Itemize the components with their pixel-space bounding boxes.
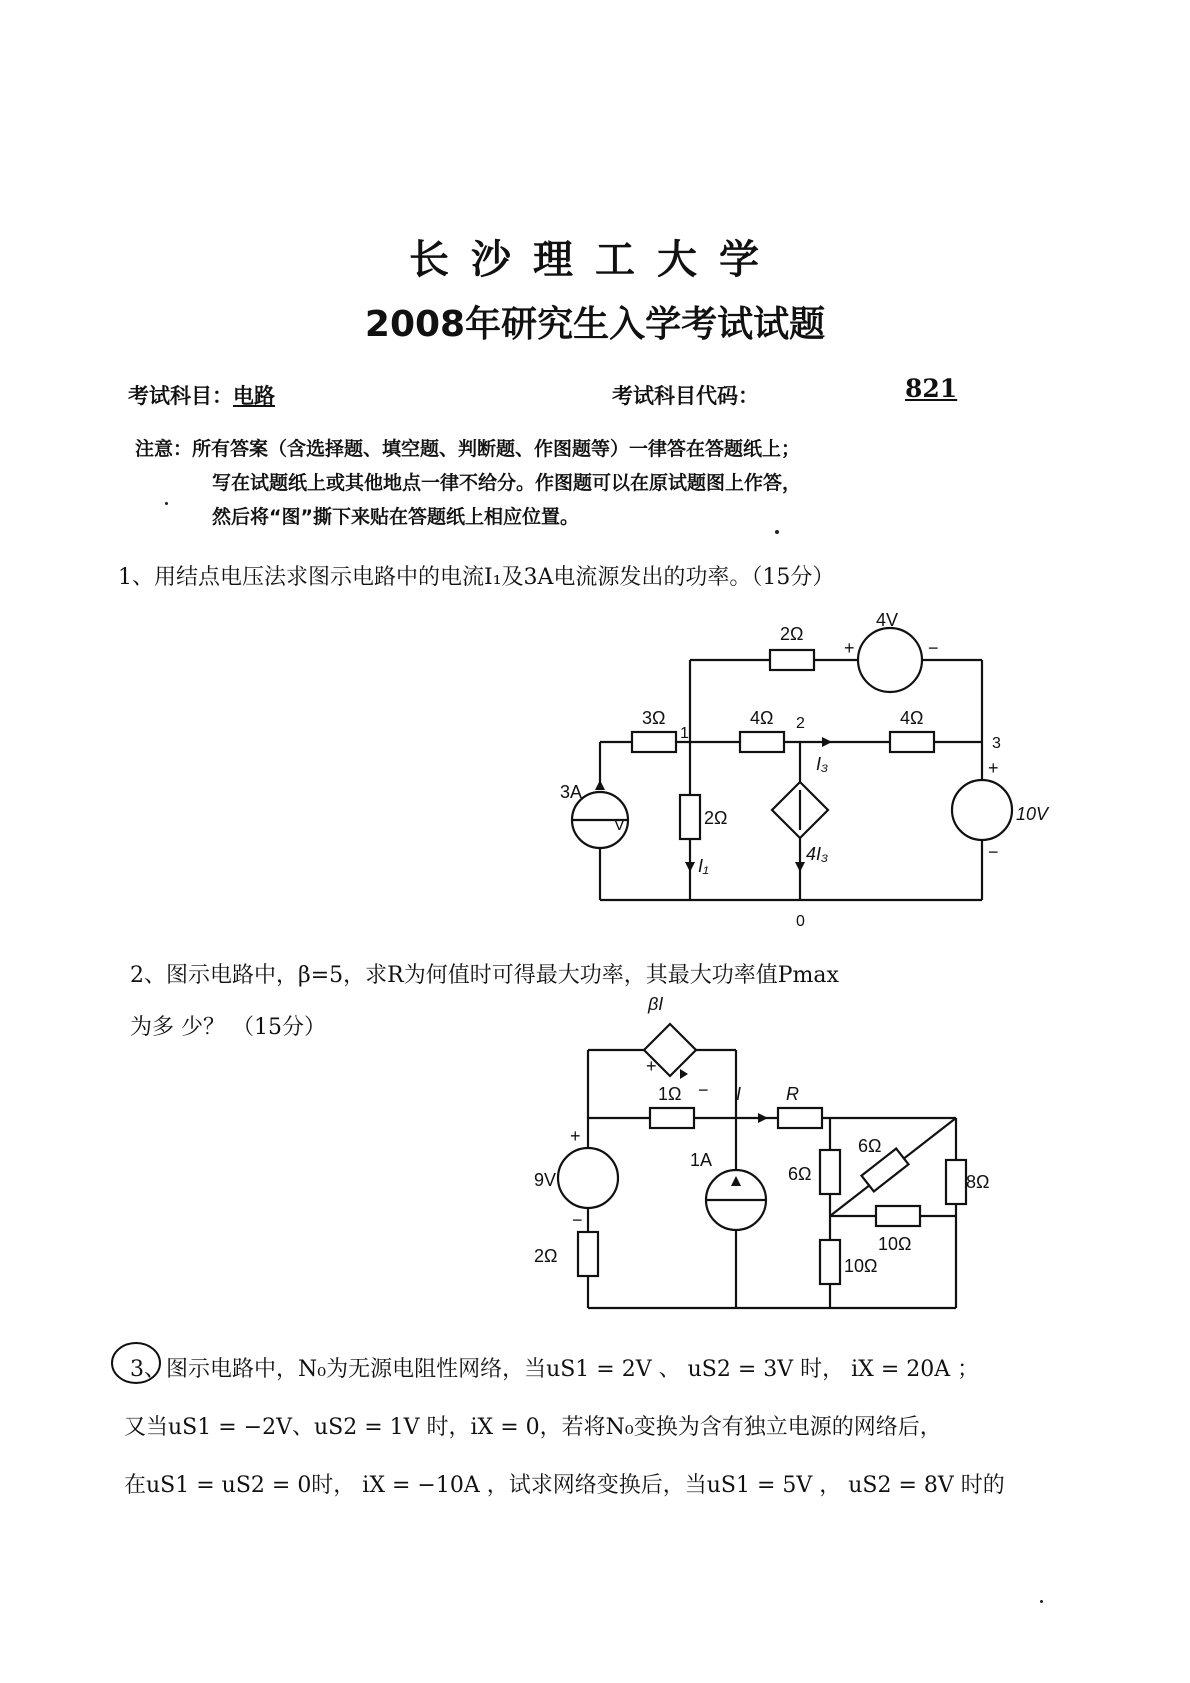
c2-resistor-r [778,1108,822,1128]
c1-label-minus-top: − [928,638,939,658]
notice-line-2: 写在试题纸上或其他地点一律不给分。作图题可以在原试题图上作答， [212,472,802,494]
c2-resistor-10ohm-vertical [820,1240,840,1284]
c1-label-r-mid: 4Ω [750,708,774,728]
c2-label-v9: 9V [534,1170,557,1190]
c2-label-r-top: 1Ω [658,1084,682,1104]
c1-label-dep: 4I₃ [806,844,829,864]
notice-line-1: 注意：所有答案（含选择题、填空题、判断题、作图题等）一律答在答题纸上； [135,438,801,460]
c2-label-minus-9v: − [572,1210,583,1230]
c2-label-r: R [786,1084,799,1104]
exam-title: 2008年研究生入学考试试题 [364,304,826,345]
c2-label-beta: βI [648,994,664,1014]
c1-label-isrc: 3A [560,782,583,802]
c1-label-i3: I₃ [816,754,829,774]
question-2-line-2: 为多 少？ （15分） [130,1015,326,1040]
circuit-2-diagram [520,994,1040,1320]
question-3-line-1: 3、图示电路中，N₀为无源电阻性网络，当uS1 = 2V 、 uS2 = 3V 时， iX = 20A ； [130,1357,980,1382]
subject-code-value: 821 [905,374,958,403]
c1-resistor-3ohm [632,732,676,752]
c1-label-r-right: 4Ω [900,708,924,728]
question-2-line-1: 2、图示电路中，β=5，求R为何值时可得最大功率，其最大功率值Pmax [130,963,839,988]
c1-label-node3: 3 [992,735,1001,752]
c2-resistor-1ohm [650,1108,694,1128]
question-3-line-2: 又当uS1 = −2V、uS2 = 1V 时，iX = 0，若将N₀变换为含有独立电源的网络后， [124,1415,942,1440]
scan-speck [1040,1600,1043,1603]
c1-label-r-top: 2Ω [780,624,804,644]
c2-label-isrc: 1A [690,1150,713,1170]
subject-value: 电路 [233,384,275,408]
c1-label-node1: 1 [680,725,689,742]
c2-label-plus-9v: + [570,1126,581,1146]
c1-label-r-vert: 2Ω [704,808,728,828]
c1-label-minus-right: − [988,842,999,862]
c1-label-node2: 2 [796,715,805,732]
notice-line-3: 然后将“图”撕下来贴在答题纸上相应位置。 [212,506,579,528]
c1-voltage-source-10v [952,780,1012,840]
scan-speck [775,530,779,534]
c1-resistor-4ohm-right [890,732,934,752]
c2-label-r10-vertical: 10Ω [844,1256,878,1276]
scan-speck [165,502,168,505]
c2-label-plus-dep: + [646,1056,657,1076]
c2-label-r6-diagonal: 6Ω [858,1136,882,1156]
c2-resistor-2ohm [578,1232,598,1276]
subject-code-label: 考试科目代码： [612,384,759,408]
c1-label-v-top: 4V [876,610,899,630]
subject-line [128,380,275,410]
c1-label-plus-right: + [988,758,999,778]
question-1-text: 1、用结点电压法求图示电路中的电流I₁及3A电流源发出的功率。（15分） [118,565,835,590]
c1-label-node0: 0 [796,913,805,930]
university-title: 长沙理工大学 [409,237,781,283]
c1-resistor-2ohm-vertical [680,795,700,839]
question-3-line-3: 在uS1 = uS2 = 0时， iX = −10A ，试求网络变换后，当uS1 = 5V ， uS2 = 8V 时的 [124,1473,1005,1498]
c1-voltage-source-4v [858,628,922,692]
subject-label: 考试科目： [128,384,233,408]
c1-resistor-2ohm-top [770,650,814,670]
c2-resistor-10ohm-horizontal [876,1206,920,1226]
circuit-1-diagram [560,610,1049,930]
c1-label-plus-top: + [844,638,855,658]
c2-resistor-6ohm-vertical [820,1150,840,1194]
c1-label-vmark: V [614,817,625,834]
c2-label-r10-horizontal: 10Ω [878,1234,912,1254]
c1-label-r-left: 3Ω [642,708,666,728]
c1-resistor-4ohm-mid [740,732,784,752]
c2-label-r8: 8Ω [966,1172,990,1192]
c2-label-r6-vertical: 6Ω [788,1164,812,1184]
c1-label-i1: I₁ [698,856,709,876]
c2-label-i: I [736,1084,742,1104]
c2-label-r-left: 2Ω [534,1246,558,1266]
c2-resistor-8ohm [946,1160,966,1204]
c1-label-vsrc-right: 10V [1016,804,1049,824]
c2-voltage-source-9v [558,1148,618,1208]
c2-label-minus-dep: − [698,1080,709,1100]
